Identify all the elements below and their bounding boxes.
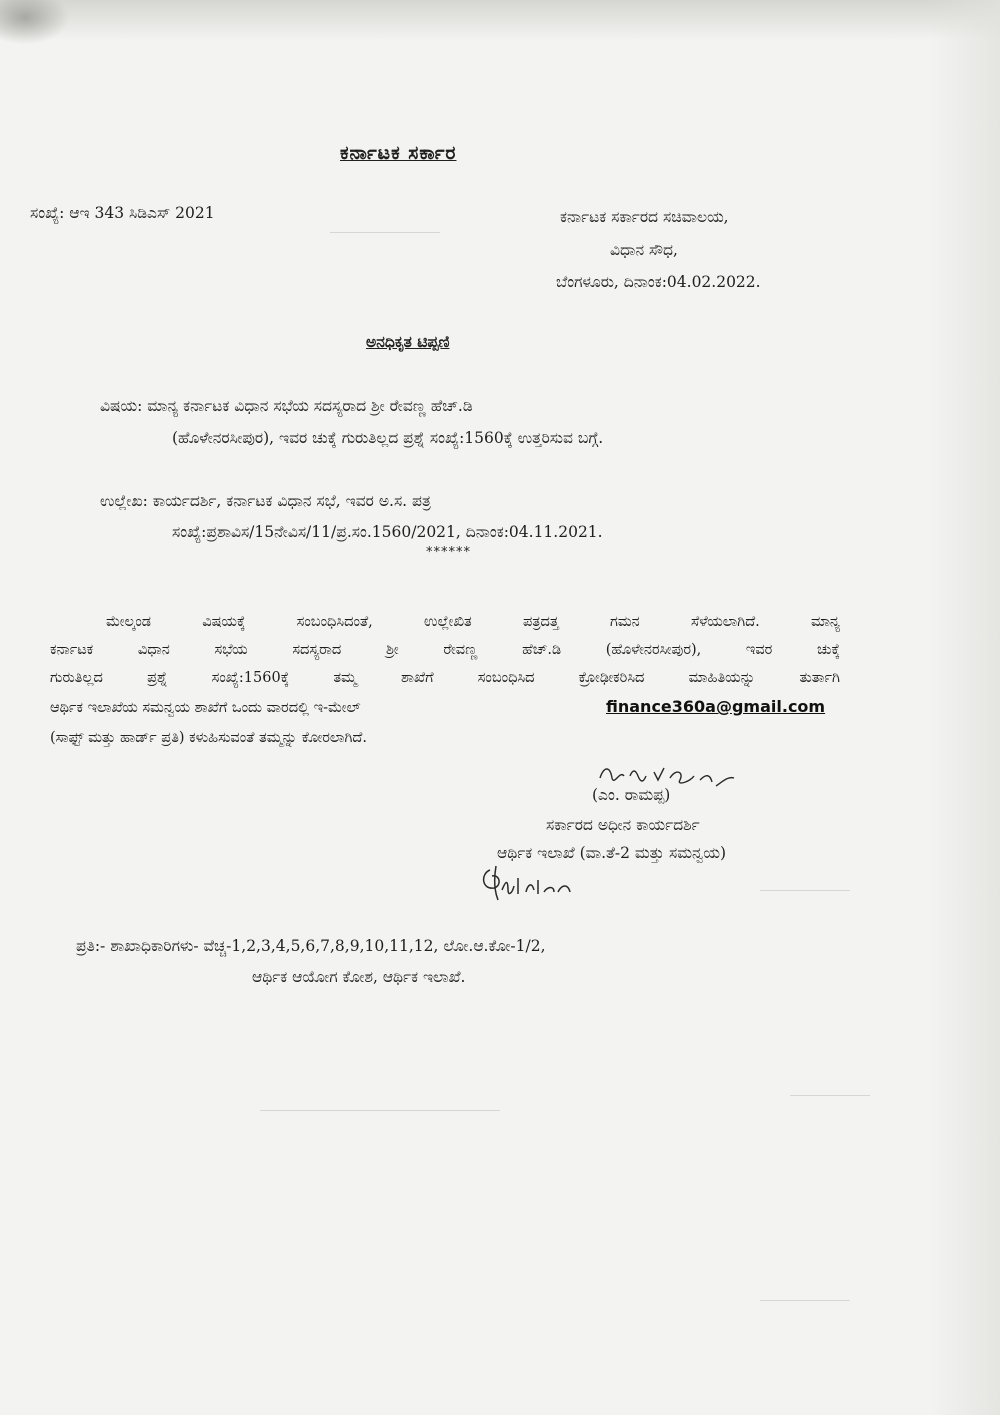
signatory-designation: ಸರ್ಕಾರದ ಅಧೀನ ಕಾರ್ಯದರ್ಶಿ xyxy=(546,816,700,834)
copy-to-line-2: ಆರ್ಥಿಕ ಆಯೋಗ ಕೋಶ, ಆರ್ಥಿಕ ಇಲಾಖೆ. xyxy=(252,968,466,986)
bleed-through-mark xyxy=(760,890,850,891)
bleed-through-mark xyxy=(790,1095,870,1096)
bleed-through-mark xyxy=(330,232,440,233)
bleed-through-mark xyxy=(760,1300,850,1301)
body-line-3: ಗುರುತಿಲ್ಲದ ಪ್ರಶ್ನೆ ಸಂಖ್ಯೆ:1560ಕ್ಕೆ ತಮ್ಮ ಶಾಖೆಗೆ ಸಂಬಂಧಿಸಿದ ಕ್ರೋಢೀಕರಿಸಿದ ಮಾಹಿತಿಯನ್ನು ತುರ್ತಾಗಿ xyxy=(50,670,840,686)
note-title: ಅನಧಿಕೃತ ಟಿಪ್ಪಣಿ xyxy=(366,332,450,351)
body-line-4-text: ಆರ್ಥಿಕ ಇಲಾಖೆಯ ಸಮನ್ವಯ ಶಾಖೆಗೆ ಒಂದು ವಾರದಲ್ಲಿ ಇ-ಮೇಲ್ xyxy=(50,700,361,716)
body-line-2: ಕರ್ನಾಟಕ ವಿಧಾನ ಸಭೆಯ ಸದಸ್ಯರಾದ ಶ್ರೀ ರೇವಣ್ಣ ಹೆಚ್.ಡಿ (ಹೊಳೇನರಸೀಪುರ), ಇವರ ಚುಕ್ಕೆ xyxy=(50,642,840,658)
subject-line-2: (ಹೊಳೇನರಸೀಪುರ), ಇವರ ಚುಕ್ಕೆ ಗುರುತಿಲ್ಲದ ಪ್ರಶ್ನೆ ಸಂಖ್ಯೆ:1560ಕ್ಕೆ ಉತ್ತರಿಸುವ ಬಗ್ಗೆ. xyxy=(172,429,604,447)
address-line-2: ವಿಧಾನ ಸೌಧ, xyxy=(610,241,678,259)
document-heading: ಕರ್ನಾಟಕ ಸರ್ಕಾರ xyxy=(340,142,457,164)
body-line-1: ಮೇಲ್ಕಂಡ ವಿಷಯಕ್ಕೆ ಸಂಬಂಧಿಸಿದಂತೆ, ಉಲ್ಲೇಖಿತ ಪತ್ರದತ್ತ ಗಮನ ಸೆಳೆಯಲಾಗಿದೆ. ಮಾನ್ಯ xyxy=(106,614,840,630)
subject-line-1: ವಿಷಯ: ಮಾನ್ಯ ಕರ್ನಾಟಕ ವಿಧಾನ ಸಭೆಯ ಸದಸ್ಯರಾದ ಶ್ರೀ ರೇವಣ್ಣ ಹೆಚ್.ಡಿ xyxy=(100,397,473,415)
copy-to-line-1: ಪ್ರತಿ:- ಶಾಖಾಧಿಕಾರಿಗಳು- ವೆಚ್ಚ-1,2,3,4,5,6,7,8,9,10,11,12, ಲೋ.ಆ.ಕೋ-1/2, xyxy=(76,937,546,955)
address-line-3-date: ಬೆಂಗಳೂರು, ದಿನಾಂಕ:04.02.2022. xyxy=(556,273,761,291)
bleed-through-mark xyxy=(260,1110,500,1111)
signatory-department: ಆರ್ಥಿಕ ಇಲಾಖೆ (ವಾ.ತೆ-2 ಮತ್ತು ಸಮನ್ವಯ) xyxy=(497,844,726,862)
file-number: ಸಂಖ್ಯೆ: ಆಇ 343 ಸಿಡಿಎಸ್ 2021 xyxy=(30,204,215,222)
body-line-5: (ಸಾಫ್ಟ್ ಮತ್ತು ಹಾರ್ಡ್ ಪ್ರತಿ) ಕಳುಹಿಸುವಂತೆ ತಮ್ಮನ್ನು ಕೋರಲಾಗಿದೆ. xyxy=(50,730,367,746)
body-line-4 xyxy=(50,698,361,718)
address-line-1: ಕರ್ನಾಟಕ ಸರ್ಕಾರದ ಸಚಿವಾಲಯ, xyxy=(560,208,729,226)
contact-email: finance360a@gmail.com xyxy=(606,697,826,716)
scan-shadow-top xyxy=(0,0,1000,40)
handwritten-initials xyxy=(476,860,586,908)
scan-shadow-right xyxy=(930,0,1000,1415)
reference-line-1: ಉಲ್ಲೇಖ: ಕಾರ್ಯದರ್ಶಿ, ಕರ್ನಾಟಕ ವಿಧಾನ ಸಭೆ, ಇವರ ಅ.ಸ. ಪತ್ರ xyxy=(100,492,431,510)
separator-stars: ****** xyxy=(426,545,471,560)
signatory-name: (ಎಂ. ರಾಮಪ್ಪ) xyxy=(592,786,671,804)
reference-line-2: ಸಂಖ್ಯೆ:ಪ್ರಶಾವಿಸ/15ನೇವಿಸ/11/ಪ್ರ.ಸಂ.1560/2021, ದಿನಾಂಕ:04.11.2021. xyxy=(172,523,603,541)
